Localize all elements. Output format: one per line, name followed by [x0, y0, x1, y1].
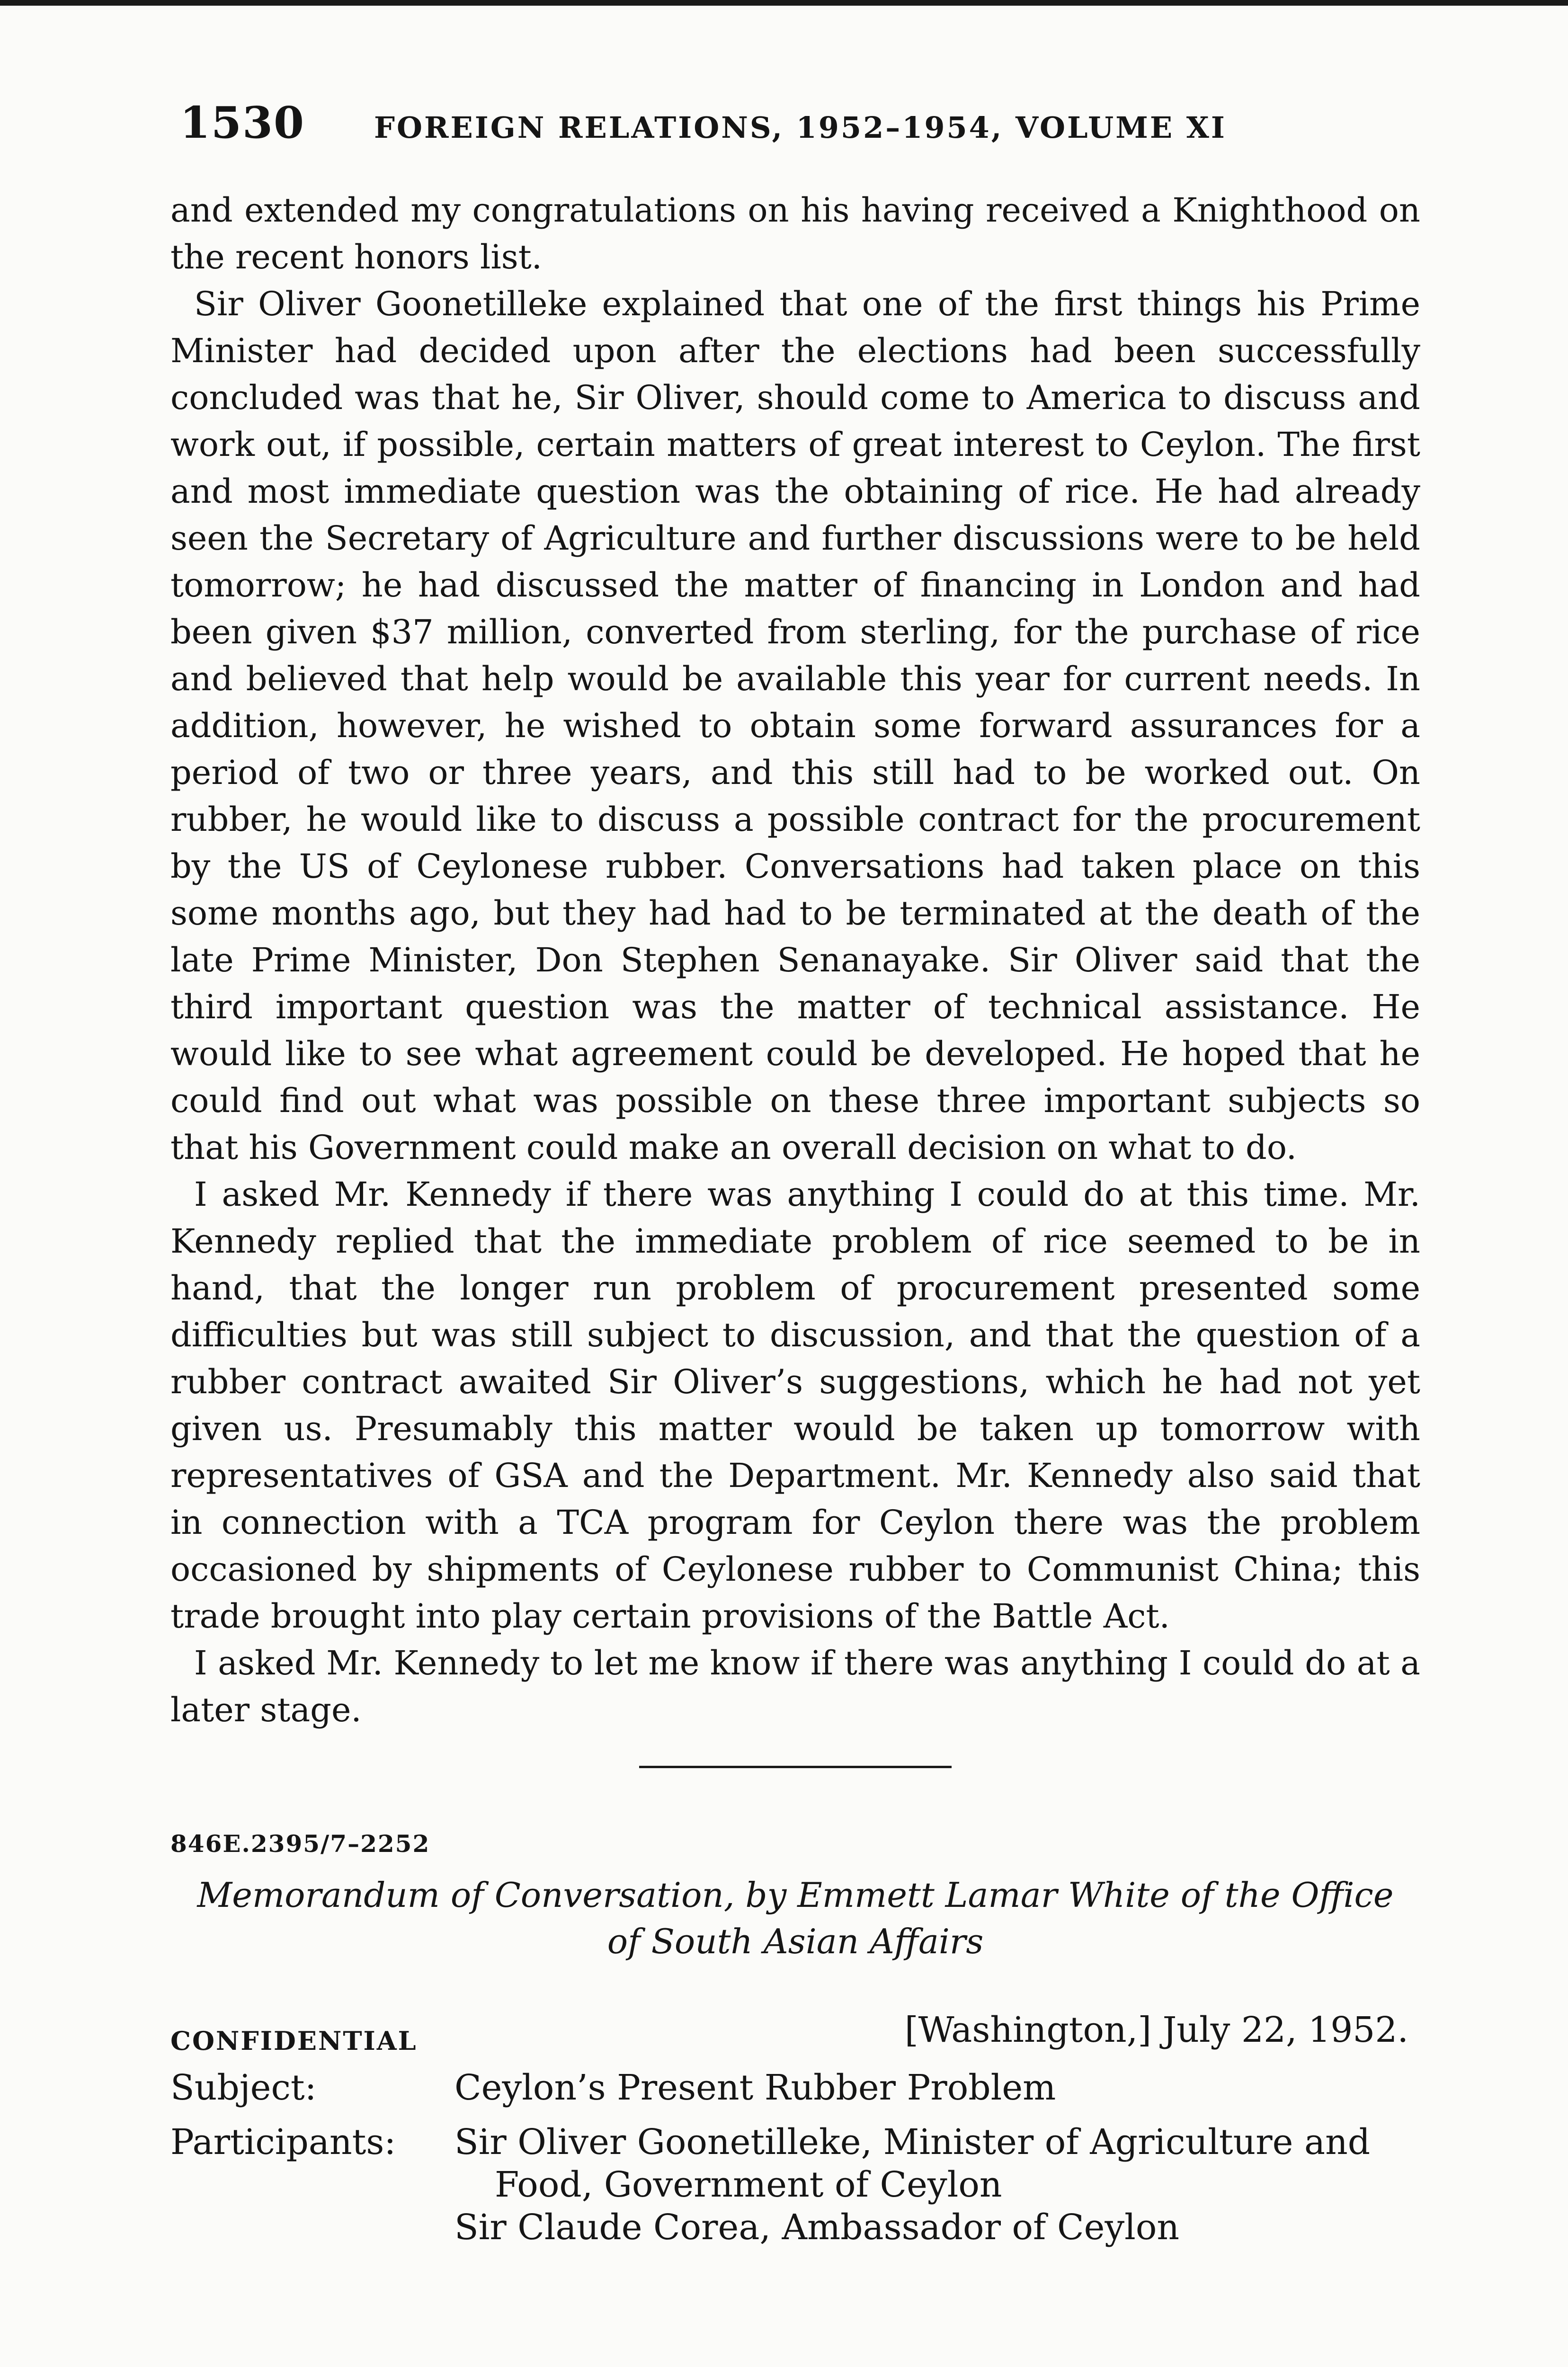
page-number: 1530	[180, 97, 305, 148]
paragraph-kennedy-reply: I asked Mr. Kennedy if there was anything I could do at this time. Mr. Kennedy replied that the immediate problem of rice seemed to be in hand, that the longer run problem of procurement presented some difficulties but was still subject to discussion, and that the question of a rubber contract awaited Sir Oliver’s suggestions, which he had not yet given us. Presumably this matter would be taken up tomorrow with representatives of GSA and the Department. Mr. Kennedy also said that in connection with a TCA program for Ceylon there was the problem occasioned by shipments of Ceylonese rubber to Communist China; this trade brought into play certain provisions of the Battle Act.	[170, 1175, 1420, 1636]
participant-1-line-1: Sir Oliver Goonetilleke, Minister of Agriculture and	[454, 2122, 1371, 2162]
classification-row	[170, 2010, 1420, 2066]
document-title	[170, 1872, 1420, 1965]
participants-label: Participants:	[170, 2122, 396, 2162]
place-date: [Washington,] July 22, 1952.	[904, 2010, 1408, 2050]
subject-label: Subject:	[170, 2067, 317, 2108]
participant-2: Sir Claude Corea, Ambassador of Ceylon	[454, 2207, 1180, 2248]
subject-row	[170, 2066, 1420, 2109]
paragraph-goonetilleke-explanation: Sir Oliver Goonetilleke explained that one of the first things his Prime Minister had decided upon after the elections had been successfully concluded was that he, Sir Oliver, should come to America to discuss and work out, if possible, certain matters of great interest to Ceylon. The first and most immediate question was the obtaining of rice. He had already seen the Secretary of Agriculture and further discussions were to be held tomorrow; he had discussed the matter of financing in London and had been given $37 million, converted from sterling, for the purchase of rice and believed that help would be available this year for current needs. In addition, however, he wished to obtain some forward assurances for a period of two or three years, and this still had to be worked out. On rubber, he would like to discuss a possible contract for the procurement by the US of Ceylonese rubber. Conversations had taken place on this some months ago, but they had had to be terminated at the death of the late Prime Minister, Don Stephen Senanayake. Sir Oliver said that the third important question was the matter of technical assistance. He would like to see what agreement could be developed. He hoped that he could find out what was possible on these three important subjects so that his Government could make an overall decision on what to do.	[170, 285, 1420, 1167]
classification-label: CONFIDENTIAL	[170, 2026, 418, 2056]
document-title-line-2: of South Asian Affairs	[607, 1922, 984, 1961]
participants-row	[170, 2121, 1420, 2249]
participant-1-line-2: Food, Government of Ceylon	[495, 2164, 1002, 2205]
section-divider	[639, 1766, 952, 1768]
running-head: FOREIGN RELATIONS, 1952–1954, VOLUME XI	[374, 110, 1227, 145]
file-number: 846E.2395/7–2252	[170, 1830, 430, 1858]
subject-value: Ceylon’s Present Rubber Problem	[454, 2067, 1056, 2108]
document-title-line-1: Memorandum of Conversation, by Emmett Lamar White of the Office	[197, 1875, 1394, 1915]
paragraph-continued: and extended my congratulations on his having received a Knighthood on the recent honors list.	[170, 191, 1420, 276]
page-header	[170, 97, 1420, 154]
body-text	[170, 187, 1420, 2249]
top-edge-rule	[0, 0, 1568, 6]
participants-list	[454, 2121, 1420, 2249]
paragraph-closing: I asked Mr. Kennedy to let me know if there was anything I could do at a later stage.	[170, 1644, 1420, 1729]
